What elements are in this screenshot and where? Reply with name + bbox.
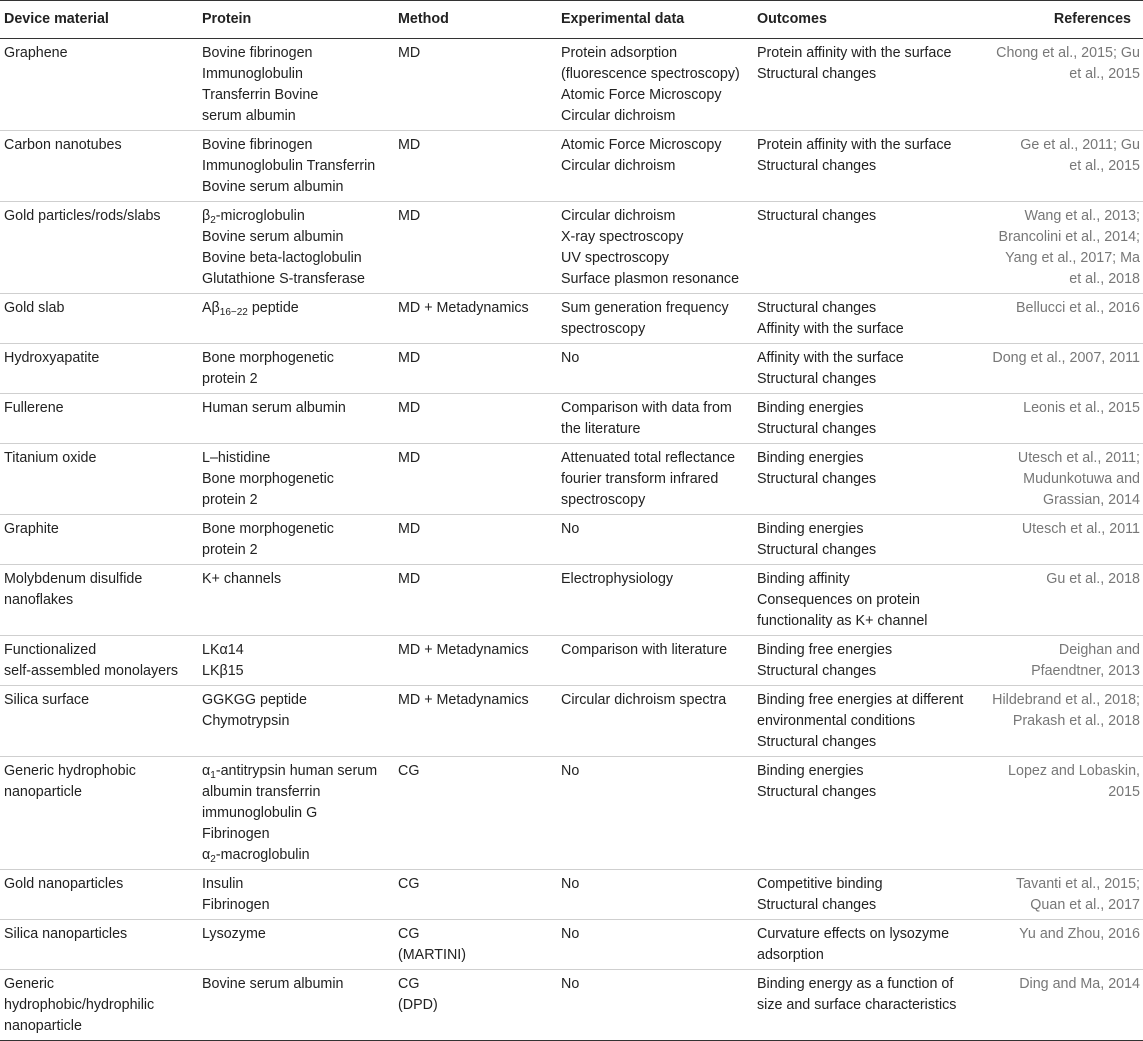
cell-line: Binding energy as a function of [757, 976, 954, 992]
protein-cell [198, 394, 394, 444]
cell-line: Hydroxyapatite [4, 350, 100, 366]
references-cell [978, 565, 1143, 636]
method-cell [394, 636, 557, 686]
cell-line: No [561, 926, 580, 942]
cell-line: Binding affinity [757, 571, 850, 587]
cell-line: Fibrinogen [202, 897, 270, 913]
outcomes-cell [753, 970, 978, 1041]
table-row [0, 515, 1143, 565]
subscript: 2 [210, 215, 216, 226]
cell-line: Bovine fibrinogen [202, 45, 313, 61]
cell-line: Structural changes [757, 66, 877, 82]
table-row [0, 202, 1143, 294]
cell-line: et al., 2015 [1069, 158, 1140, 174]
cell-line: Circular dichroism [561, 108, 676, 124]
table-row [0, 920, 1143, 970]
cell-line: nanoparticle [4, 784, 82, 800]
cell-line: Pfaendtner, 2013 [1031, 663, 1140, 679]
outcomes-cell [753, 565, 978, 636]
cell-line: Brancolini et al., 2014; [998, 229, 1140, 245]
cell-line: environmental conditions [757, 713, 916, 729]
protein-cell [198, 870, 394, 920]
cell-line: Gold nanoparticles [4, 876, 124, 892]
cell-line: Lysozyme [202, 926, 266, 942]
cell-line: Generic hydrophobic [4, 763, 136, 779]
cell-line: Structural changes [757, 784, 877, 800]
cell-line: K+ channels [202, 571, 282, 587]
method-cell [394, 131, 557, 202]
experimental-data-cell [557, 686, 753, 757]
cell-line: MD + Metadynamics [398, 300, 529, 316]
outcomes-cell [753, 394, 978, 444]
cell-line: nanoflakes [4, 592, 74, 608]
material-cell [0, 920, 198, 970]
cell-line: No [561, 976, 580, 992]
cell-line: Utesch et al., 2011; [1017, 450, 1140, 466]
method-cell [394, 565, 557, 636]
cell-line: Protein affinity with the surface [757, 45, 952, 61]
cell-line: MD + Metadynamics [398, 642, 529, 658]
cell-line: Atomic Force Microscopy [561, 137, 722, 153]
cell-line: Gold particles/rods/slabs [4, 208, 161, 224]
method-cell [394, 970, 557, 1041]
outcomes-cell [753, 444, 978, 515]
cell-line: protein 2 [202, 371, 258, 387]
outcomes-cell [753, 515, 978, 565]
cell-line: No [561, 876, 580, 892]
cell-line: Yu and Zhou, 2016 [1019, 926, 1140, 942]
header-references: References [978, 1, 1143, 39]
experimental-data-cell [557, 131, 753, 202]
cell-line: Generic [4, 976, 55, 992]
outcomes-cell [753, 686, 978, 757]
table-row [0, 970, 1143, 1041]
cell-line: Prakash et al., 2018 [1012, 713, 1140, 729]
method-cell [394, 515, 557, 565]
cell-line: size and surface characteristics [757, 997, 957, 1013]
cell-line: Chymotrypsin [202, 713, 290, 729]
cell-line: MD [398, 350, 421, 366]
cell-line: Binding energies [757, 400, 864, 416]
cell-line: Titanium oxide [4, 450, 97, 466]
header-outcomes: Outcomes [753, 1, 978, 39]
cell-line: Bone morphogenetic [202, 471, 334, 487]
experimental-data-cell [557, 444, 753, 515]
cell-line: Immunoglobulin Transferrin [202, 158, 376, 174]
material-cell [0, 202, 198, 294]
table-row [0, 444, 1143, 515]
cell-line: Glutathione S-transferase [202, 271, 365, 287]
cell-line: No [561, 350, 580, 366]
cell-line: fourier transform infrared [561, 471, 719, 487]
cell-line: nanoparticle [4, 1018, 82, 1034]
cell-line: Structural changes [757, 300, 877, 316]
cell-line: protein 2 [202, 492, 258, 508]
cell-line: Silica nanoparticles [4, 926, 128, 942]
cell-line: Bovine fibrinogen [202, 137, 313, 153]
table-row [0, 294, 1143, 344]
references-cell [978, 970, 1143, 1041]
cell-line: immunoglobulin G [202, 805, 318, 821]
experimental-data-cell [557, 202, 753, 294]
cell-line: Binding free energies [757, 642, 893, 658]
cell-line: (DPD) [398, 997, 438, 1013]
cell-line: $\beta_2$-microglobulin [202, 208, 305, 226]
cell-line: Lopez and Lobaskin, [1008, 763, 1140, 779]
cell-line: MD [398, 450, 421, 466]
experimental-data-cell [557, 870, 753, 920]
cell-line: spectroscopy [561, 321, 646, 337]
cell-line: (MARTINI) [398, 947, 467, 963]
cell-line: Structural changes [757, 663, 877, 679]
cell-line: Functionalized [4, 642, 97, 658]
cell-line: the literature [561, 421, 641, 437]
cell-line: Graphene [4, 45, 68, 61]
cell-line: Chong et al., 2015; Gu [996, 45, 1140, 61]
cell-line: Insulin [202, 876, 244, 892]
protein-cell [198, 39, 394, 131]
cell-line: Atomic Force Microscopy [561, 87, 722, 103]
cell-line: Electrophysiology [561, 571, 674, 587]
cell-line: (fluorescence spectroscopy) [561, 66, 740, 82]
material-cell [0, 686, 198, 757]
cell-line: hydrophobic/hydrophilic [4, 997, 155, 1013]
header-experimental-data: Experimental data [557, 1, 753, 39]
cell-line: Human serum albumin [202, 400, 346, 416]
references-cell [978, 131, 1143, 202]
cell-line: Protein adsorption [561, 45, 678, 61]
table-body [0, 39, 1143, 1041]
cell-line: Sum generation frequency [561, 300, 729, 316]
references-cell [978, 515, 1143, 565]
protein-cell [198, 131, 394, 202]
cell-line: GGKGG peptide [202, 692, 307, 708]
cell-line: Surface plasmon resonance [561, 271, 740, 287]
table-row [0, 344, 1143, 394]
cell-line: Structural changes [757, 158, 877, 174]
header-device-material: Device material [0, 1, 198, 39]
cell-line: Circular dichroism [561, 208, 676, 224]
outcomes-cell [753, 294, 978, 344]
cell-line: Circular dichroism spectra [561, 692, 727, 708]
references-cell [978, 394, 1143, 444]
outcomes-cell [753, 131, 978, 202]
cell-line: Molybdenum disulfide [4, 571, 143, 587]
cell-line: Protein affinity with the surface [757, 137, 952, 153]
experimental-data-cell [557, 394, 753, 444]
header-method: Method [394, 1, 557, 39]
method-cell [394, 394, 557, 444]
cell-line: Bovine serum albumin [202, 229, 344, 245]
method-cell [394, 202, 557, 294]
cell-line: Comparison with literature [561, 642, 728, 658]
method-cell [394, 870, 557, 920]
references-cell [978, 636, 1143, 686]
cell-line: adsorption [757, 947, 824, 963]
subscript: 1 [210, 770, 216, 781]
cell-line: CG [398, 976, 420, 992]
references-cell [978, 202, 1143, 294]
method-cell [394, 444, 557, 515]
cell-line: Fullerene [4, 400, 64, 416]
outcomes-cell [753, 636, 978, 686]
cell-line: MD [398, 208, 421, 224]
references-cell [978, 444, 1143, 515]
cell-line: Gu et al., 2018 [1046, 571, 1140, 587]
cell-line: self-assembled monolayers [4, 663, 179, 679]
cell-line: LKβ15 [202, 663, 244, 679]
experimental-data-cell [557, 344, 753, 394]
protein-cell [198, 294, 394, 344]
table-row [0, 757, 1143, 870]
cell-line: Deighan and [1058, 642, 1140, 658]
material-cell [0, 970, 198, 1041]
outcomes-cell [753, 757, 978, 870]
cell-line: Yang et al., 2017; Ma [1005, 250, 1140, 266]
table-row [0, 565, 1143, 636]
cell-line: Binding energies [757, 521, 864, 537]
cell-line: Hildebrand et al., 2018; [992, 692, 1140, 708]
cell-line: Bovine serum albumin [202, 179, 344, 195]
cell-line: Comparison with data from [561, 400, 732, 416]
cell-line: UV spectroscopy [561, 250, 670, 266]
table-row [0, 39, 1143, 131]
protein-cell [198, 344, 394, 394]
cell-line: Immunoglobulin [202, 66, 303, 82]
material-cell [0, 444, 198, 515]
cell-line: Wang et al., 2013; [1024, 208, 1140, 224]
protein-cell [198, 565, 394, 636]
experimental-data-cell [557, 920, 753, 970]
cell-line: Fibrinogen [202, 826, 270, 842]
cell-line: Structural changes [757, 371, 877, 387]
cell-line: Structural changes [757, 208, 877, 224]
method-cell [394, 686, 557, 757]
cell-line: Ding and Ma, 2014 [1019, 976, 1140, 992]
material-cell [0, 757, 198, 870]
cell-line: Silica surface [4, 692, 90, 708]
cell-line: albumin transferrin [202, 784, 321, 800]
material-cell [0, 636, 198, 686]
table-row [0, 870, 1143, 920]
experimental-data-cell [557, 565, 753, 636]
cell-line: Quan et al., 2017 [1030, 897, 1140, 913]
cell-line: No [561, 763, 580, 779]
material-cell [0, 394, 198, 444]
experimental-data-cell [557, 636, 753, 686]
outcomes-cell [753, 39, 978, 131]
cell-line: Curvature effects on lysozyme [757, 926, 950, 942]
outcomes-cell [753, 202, 978, 294]
cell-line: Attenuated total reflectance [561, 450, 736, 466]
cell-line: et al., 2015 [1069, 66, 1140, 82]
protein-cell [198, 202, 394, 294]
cell-line: Competitive binding [757, 876, 883, 892]
references-cell [978, 344, 1143, 394]
cell-line: $\alpha_1$-antitrypsin human serum [202, 763, 378, 781]
cell-line: CG [398, 763, 420, 779]
cell-line: MD + Metadynamics [398, 692, 529, 708]
table-row [0, 686, 1143, 757]
cell-line: CG [398, 876, 420, 892]
cell-line: Grassian, 2014 [1043, 492, 1140, 508]
cell-line: Structural changes [757, 542, 877, 558]
experimental-data-cell [557, 515, 753, 565]
cell-line: Bellucci et al., 2016 [1016, 300, 1140, 316]
cell-line: et al., 2018 [1069, 271, 1140, 287]
cell-line: Dong et al., 2007, 2011 [992, 350, 1140, 366]
cell-line: CG [398, 926, 420, 942]
cell-line: Consequences on protein [757, 592, 920, 608]
cell-line: Carbon nanotubes [4, 137, 122, 153]
cell-line: Utesch et al., 2011 [1021, 521, 1140, 537]
cell-line: Bovine beta-lactoglobulin [202, 250, 362, 266]
material-cell [0, 131, 198, 202]
cell-line: Transferrin Bovine [202, 87, 319, 103]
table-row [0, 636, 1143, 686]
method-cell [394, 757, 557, 870]
method-cell [394, 39, 557, 131]
cell-line: Gold slab [4, 300, 65, 316]
cell-line: functionality as K+ channel [757, 613, 928, 629]
experimental-data-cell [557, 39, 753, 131]
material-cell [0, 344, 198, 394]
cell-line: MD [398, 521, 421, 537]
cell-line: protein 2 [202, 542, 258, 558]
cell-line: 2015 [1108, 784, 1140, 800]
experimental-data-cell [557, 294, 753, 344]
cell-line: serum albumin [202, 108, 296, 124]
cell-line: Bone morphogenetic [202, 521, 334, 537]
cell-line: Graphite [4, 521, 59, 537]
cell-line: Structural changes [757, 471, 877, 487]
material-cell [0, 870, 198, 920]
cell-line: Bone morphogenetic [202, 350, 334, 366]
cell-line: MD [398, 45, 421, 61]
table-header-row [0, 1, 1143, 39]
references-cell [978, 870, 1143, 920]
cell-line: $A\beta_{16-22}$ peptide [202, 300, 299, 318]
cell-line: X-ray spectroscopy [561, 229, 684, 245]
cell-line: Binding free energies at different [757, 692, 964, 708]
experimental-data-cell [557, 970, 753, 1041]
references-cell [978, 39, 1143, 131]
material-cell [0, 515, 198, 565]
cell-line: Circular dichroism [561, 158, 676, 174]
table-row [0, 394, 1143, 444]
protein-cell [198, 686, 394, 757]
cell-line: Structural changes [757, 421, 877, 437]
cell-line: L–histidine [202, 450, 271, 466]
cell-line: LKα14 [202, 642, 244, 658]
cell-line: Affinity with the surface [757, 321, 904, 337]
cell-line: Bovine serum albumin [202, 976, 344, 992]
cell-line: Binding energies [757, 450, 864, 466]
cell-line: $\alpha_2$-macroglobulin [202, 847, 310, 865]
cell-line: Affinity with the surface [757, 350, 904, 366]
material-cell [0, 294, 198, 344]
cell-line: spectroscopy [561, 492, 646, 508]
material-cell [0, 565, 198, 636]
outcomes-cell [753, 344, 978, 394]
outcomes-cell [753, 870, 978, 920]
cell-line: Tavanti et al., 2015; [1016, 876, 1140, 892]
protein-cell [198, 515, 394, 565]
cell-line: MD [398, 400, 421, 416]
cell-line: Binding energies [757, 763, 864, 779]
references-cell [978, 757, 1143, 870]
header-protein: Protein [198, 1, 394, 39]
subscript: 2 [210, 854, 216, 865]
protein-cell [198, 920, 394, 970]
cell-line: MD [398, 137, 421, 153]
method-cell [394, 920, 557, 970]
cell-line: Mudunkotuwa and [1023, 471, 1140, 487]
material-cell [0, 39, 198, 131]
protein-cell [198, 444, 394, 515]
references-cell [978, 686, 1143, 757]
cell-line: Ge et al., 2011; Gu [1020, 137, 1140, 153]
method-cell [394, 294, 557, 344]
references-cell [978, 294, 1143, 344]
subscript: 16−22 [219, 307, 248, 318]
references-cell [978, 920, 1143, 970]
protein-cell [198, 970, 394, 1041]
protein-cell [198, 757, 394, 870]
cell-line: Structural changes [757, 734, 877, 750]
cell-line: Leonis et al., 2015 [1023, 400, 1140, 416]
cell-line: No [561, 521, 580, 537]
experimental-data-cell [557, 757, 753, 870]
cell-line: Structural changes [757, 897, 877, 913]
outcomes-cell [753, 920, 978, 970]
protein-cell [198, 636, 394, 686]
table-row [0, 131, 1143, 202]
cell-line: MD [398, 571, 421, 587]
method-cell [394, 344, 557, 394]
